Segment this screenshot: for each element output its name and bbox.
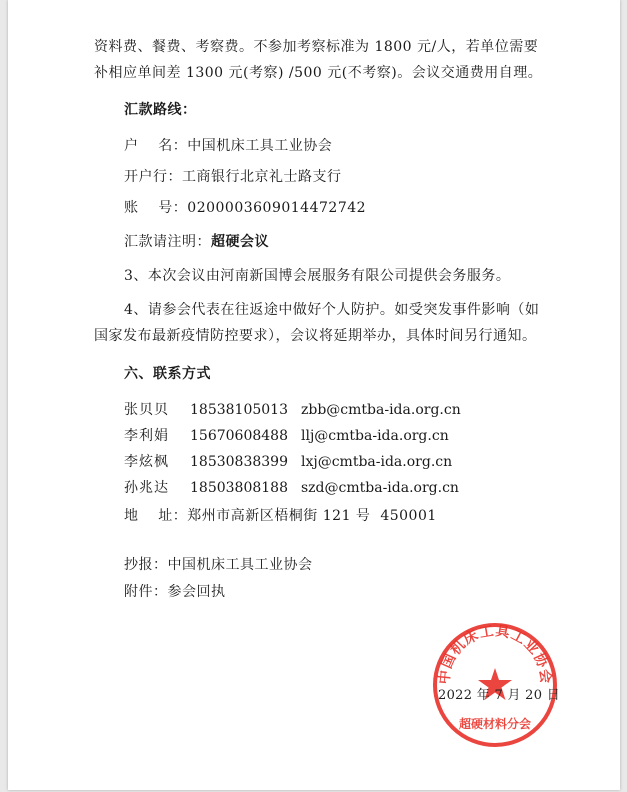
- contact-email: szd@cmtba-ida.org.cn: [301, 480, 459, 496]
- remit-note: [124, 232, 269, 252]
- item-4-line-2: 国家发布最新疫情防控要求），会议将延期举办，具体时间另行通知。: [94, 328, 537, 344]
- remit-note-label: 汇款请注明：: [124, 234, 211, 250]
- contact-name: 张贝贝: [124, 402, 169, 418]
- document-page: [8, 0, 620, 790]
- contact-email: lxj@cmtba-ida.org.cn: [301, 454, 453, 470]
- attachment-line: 附件：参会回执: [124, 584, 226, 600]
- contact-name: 李利娟: [124, 428, 169, 444]
- fee-line-2: 补相应单间差 1300 元(考察) /500 元(不考察)。会议交通费用自理。: [94, 65, 543, 81]
- account-name: 户 名：中国机床工具工业协会: [124, 138, 333, 154]
- cc-line: 抄报：中国机床工具工业协会: [124, 557, 313, 573]
- fee-line-1: 资料费、餐费、考察费。不参加考察标准为 1800 元/人，若单位需要: [94, 39, 539, 55]
- item-4-line-1: 4、请参会代表在往返途中做好个人防护。如受突发事件影响（如: [124, 302, 540, 318]
- contact-name: 孙兆达: [124, 480, 169, 496]
- contact-phone: 18538105013: [190, 402, 288, 418]
- contact-heading: 六、联系方式: [124, 366, 211, 382]
- document-date: 2022 年 7 月 20 日: [438, 688, 561, 703]
- item-3: 3、本次会议由河南新国博会展服务有限公司提供会务服务。: [124, 268, 511, 284]
- remit-heading: 汇款路线：: [124, 102, 197, 118]
- contact-email: llj@cmtba-ida.org.cn: [301, 428, 449, 444]
- remit-note-value: 超硬会议: [211, 234, 269, 250]
- contact-phone: 15670608488: [190, 428, 288, 444]
- account-number: 账 号：0200003609014472742: [124, 200, 367, 216]
- bank-name: 开户行：工商银行北京礼士路支行: [124, 169, 342, 185]
- contact-phone: 18503808188: [190, 480, 288, 496]
- contact-phone: 18530838399: [190, 454, 288, 470]
- address: 地 址：郑州市高新区梧桐街 121 号 450001: [124, 508, 437, 524]
- seal-outer-text: 中国机床工具工业协会: [436, 623, 554, 685]
- contact-email: zbb@cmtba-ida.org.cn: [301, 402, 461, 418]
- seal-inner-text: 超硬材料分会: [458, 717, 532, 731]
- contact-name: 李炫枫: [124, 454, 169, 470]
